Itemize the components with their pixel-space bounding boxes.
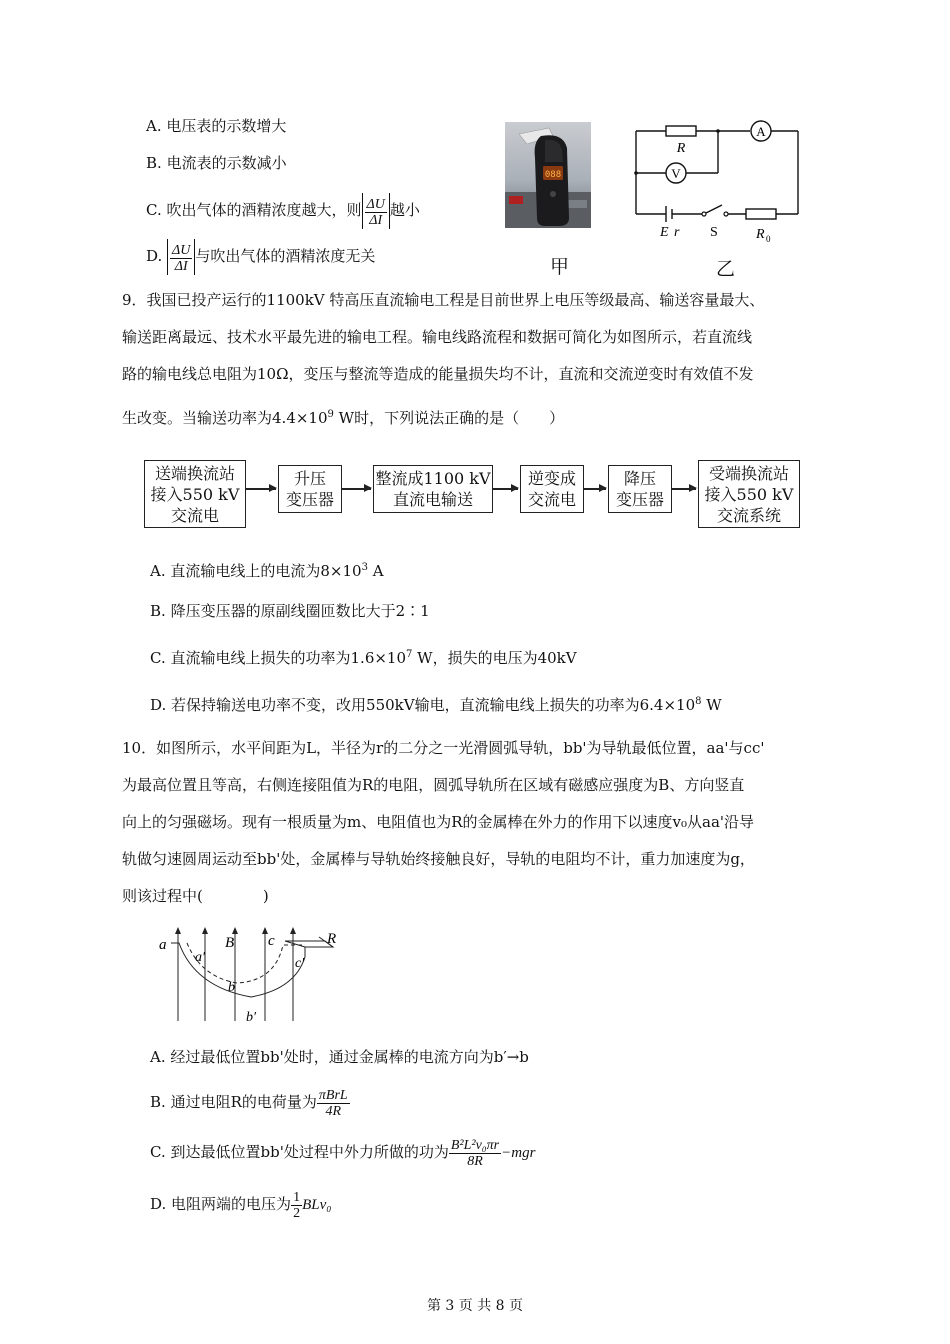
figure-caption-yi: 乙 [716, 258, 736, 280]
q9-option-a [150, 558, 384, 581]
option-text: 电阻两端的电压为 [171, 1195, 292, 1213]
q9-option-c [150, 645, 577, 668]
option-text-after: 与吹出气体的酒精浓度无关 [195, 247, 376, 265]
voltmeter-label: V [671, 166, 681, 181]
ammeter-label: A [756, 124, 766, 139]
flow-text: 受端换流站 [708, 463, 789, 483]
option-text: 直流输电线上损失的功率为1.6×10 [170, 649, 407, 667]
fraction-denominator: 2 [293, 1205, 301, 1221]
fraction [365, 197, 387, 228]
option-text: 经过最低位置bb'处时，通过金属棒的电流方向为b′→b [170, 1048, 529, 1066]
option-text: W，损失的电压为40kV [412, 649, 577, 667]
flow-text: 降压 [623, 469, 656, 488]
q10-stem-line: 为最高位置且等高，右侧连接阻值为R的电阻，圆弧导轨所在区域有磁感应强度为B、方向竖直 [122, 776, 745, 794]
flow-box-receiving-station [698, 460, 800, 528]
q9-stem-line: 输送距离最远、技术水平最先进的输电工程。输电线路流程和数据可简化为如图所示，若直流线 [122, 328, 753, 346]
option-text-after: BLv₀ [302, 1197, 332, 1213]
option-superscript: 8 [695, 696, 702, 707]
flow-box-step-up-transformer [278, 465, 342, 513]
flow-text: 交流电 [170, 505, 219, 525]
resistor-r0-label: R [756, 227, 765, 242]
q8-option-c [146, 192, 420, 229]
label-b-prime: b′ [246, 1010, 257, 1025]
q10-stem-line: 10．如图所示，水平间距为L，半径为r的二分之一光滑圆弧导轨，bb'为导轨最低位置，aa'与cc' [122, 739, 765, 757]
fraction-numerator: πBrL [318, 1087, 348, 1103]
fraction [170, 243, 192, 274]
flow-arrow [583, 488, 606, 490]
q10-option-a [150, 1047, 529, 1067]
q9-stem-line: 9．我国已投产运行的1100kV 特高压直流输电工程是目前世界上电压等级最高、输送容量最大、 [122, 291, 765, 309]
abs-value [362, 193, 390, 229]
fraction-numerator: ΔU [172, 242, 191, 258]
option-label: D. [146, 247, 163, 265]
option-label: C. [146, 201, 162, 219]
option-label: B. [150, 602, 166, 620]
flow-box-rectify [373, 465, 493, 513]
option-label: A. [146, 117, 162, 135]
emf-label: E [660, 225, 669, 240]
page-footer: 第 3 页 共 8 页 [426, 1298, 524, 1314]
option-label: D. [150, 696, 167, 714]
option-label: C. [150, 1143, 166, 1161]
flow-text: 交流系统 [716, 505, 781, 525]
option-label: B. [146, 154, 162, 172]
option-text-after: −mgr [501, 1145, 536, 1161]
circuit-diagram [630, 118, 810, 248]
q10-stem-line: 向上的匀强磁场。现有一根质量为m、电阻值也为R的金属棒在外力的作用下以速度v₀从aa'沿导 [122, 813, 755, 831]
option-label: D. [150, 1195, 167, 1213]
stem-text: W时，下列说法正确的是（ ） [333, 409, 565, 427]
option-text: 降压变压器的原副线圈匝数比大于2∶1 [170, 602, 430, 620]
option-text-after: 越小 [389, 201, 420, 219]
flow-text: 送端换流站 [154, 463, 235, 483]
flow-arrow [245, 488, 276, 490]
option-text: 通过电阻R的电荷量为 [170, 1093, 317, 1111]
fraction [291, 1190, 302, 1221]
label-b: b [228, 980, 235, 995]
flow-arrow [341, 488, 371, 490]
internal-r-label: r [674, 225, 680, 240]
label-resistor: R [327, 931, 337, 947]
option-text: 电流表的示数减小 [166, 154, 287, 172]
flow-arrow [492, 488, 518, 490]
flow-text: 接入550 kV [150, 484, 240, 504]
q8-option-d [146, 238, 375, 275]
fraction-numerator: 1 [293, 1189, 301, 1205]
q10-option-c [150, 1134, 535, 1171]
q10-option-b [150, 1084, 350, 1120]
q8-option-b [146, 153, 287, 173]
q8-option-a [146, 116, 286, 136]
option-text: A [367, 562, 384, 580]
option-text: W [701, 696, 722, 714]
q9-option-b [150, 601, 430, 621]
flow-text: 变压器 [615, 490, 664, 509]
q10-option-d [150, 1186, 331, 1223]
fraction-denominator: ΔI [369, 212, 383, 228]
flow-box-step-down-transformer [608, 465, 672, 513]
fraction-numerator: ΔU [366, 196, 385, 212]
q9-stem-line [122, 405, 564, 428]
flow-text: 接入550 kV [704, 484, 794, 504]
fraction-denominator: 8R [467, 1153, 483, 1169]
fraction-numerator: B²L²v₀πr [450, 1137, 500, 1153]
option-label: A. [150, 1048, 166, 1066]
rail-figure [155, 925, 345, 1025]
figure-caption-jia: 甲 [550, 256, 570, 278]
option-text: 直流输电线上的电流为8×10 [170, 562, 362, 580]
breathalyzer-photo [505, 122, 591, 228]
flow-box-sending-station [144, 460, 246, 528]
q9-option-d [150, 692, 722, 715]
flow-text: 升压 [293, 469, 326, 488]
flow-arrow [671, 488, 696, 490]
breathalyzer-display: 088 [544, 170, 562, 180]
option-label: A. [150, 562, 166, 580]
switch-label: S [710, 225, 718, 240]
q10-stem-line: 则该过程中( ) [122, 887, 269, 905]
flow-box-invert [520, 465, 584, 513]
label-a: a [159, 937, 167, 953]
option-text: 电压表的示数增大 [166, 117, 287, 135]
stem-superscript: 9 [327, 409, 334, 420]
label-field-b: B [225, 935, 235, 951]
stem-text: 生改变。当输送功率为4.4×10 [122, 409, 328, 427]
resistor-r0-subscript: 0 [766, 234, 771, 244]
option-text: 到达最低位置bb'处过程中外力所做的功为 [170, 1143, 449, 1161]
q10-stem-line: 轨做匀速圆周运动至bb'处，金属棒与导轨始终接触良好，导轨的电阻均不计，重力加速度为g， [122, 850, 755, 868]
abs-value [167, 239, 195, 275]
flow-text: 整流成1100 kV [375, 469, 491, 488]
flow-text: 逆变成 [527, 469, 576, 488]
fraction [449, 1138, 501, 1169]
option-superscript: 7 [406, 649, 413, 660]
fraction [317, 1088, 350, 1119]
flow-text: 直流电输送 [392, 490, 473, 509]
q9-stem-line: 路的输电线总电阻为10Ω，变压与整流等造成的能量损失均不计，直流和交流逆变时有效值不发 [122, 365, 754, 383]
option-text: 若保持输送电功率不变，改用550kV输电，直流输电线上损失的功率为6.4×10 [171, 696, 696, 714]
fraction-denominator: 4R [325, 1103, 342, 1119]
resistor-r-label: R [676, 141, 686, 156]
label-a-prime: a′ [195, 950, 206, 965]
option-label: B. [150, 1093, 166, 1111]
flow-text: 交流电 [527, 490, 576, 509]
label-c: c [268, 933, 275, 949]
flow-text: 变压器 [285, 490, 334, 509]
option-text: 吹出气体的酒精浓度越大，则 [166, 201, 362, 219]
fraction-denominator: ΔI [174, 258, 188, 274]
label-c-prime: c′ [295, 956, 305, 971]
option-label: C. [150, 649, 166, 667]
option-superscript: 3 [361, 562, 368, 573]
